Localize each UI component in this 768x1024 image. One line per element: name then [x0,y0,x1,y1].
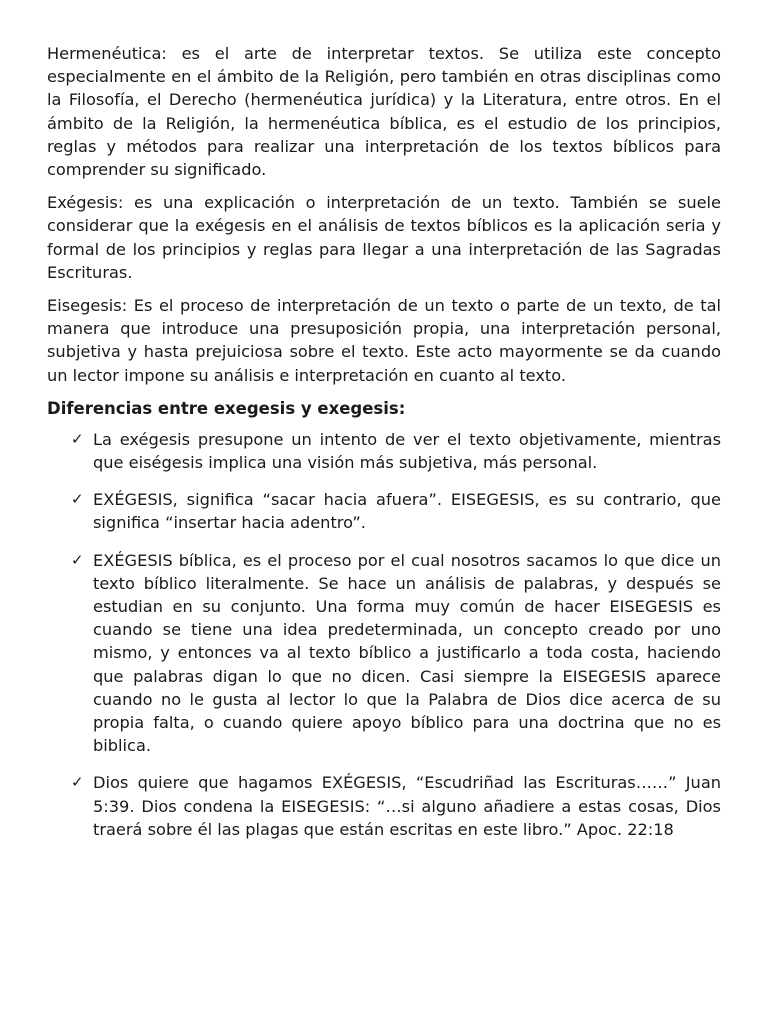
list-item [47,428,721,474]
list-item [47,488,721,534]
check-mark-icon: ✓ [71,550,84,569]
list-item [47,549,721,758]
paragraph-eisegesis: Eisegesis: Es el proceso de interpretación de un texto o parte de un texto, de tal manera que introduce una presuposición propia, una interpretación personal, subjetiva y hasta prejuiciosa sobre el texto. Este acto mayormente se da cuando un lector impone su análisis e interpretación en cuanto al texto. [47,296,721,385]
check-mark-icon: ✓ [71,773,84,792]
list-item-text: EXÉGESIS, significa “sacar hacia afuera”. EISEGESIS, es su contrario, que significa “insertar hacia adentro”. [93,490,721,533]
check-mark-icon: ✓ [71,429,84,448]
paragraph-hermeneutica: Hermenéutica: es el arte de interpretar textos. Se utiliza este concepto especialmente en el ámbito de la Religión, pero también en otras disciplinas como la Filosofía, el Derecho (hermenéutica jurídica) y la Literatura, entre otros. En el ámbito de la Religión, la hermenéutica bíblica, es el estudio de los principios, reglas y métodos para realizar una interpretación de los textos bíblicos para comprender su significado. [47,44,721,180]
list-item [47,771,721,841]
list-item-text: EXÉGESIS bíblica, es el proceso por el cual nosotros sacamos lo que dice un texto bíblico literalmente. Se hace un análisis de palabras, y después se estudian en su conjunto. Una forma muy común de hacer EISEGESIS es cuando se tiene una idea predeterminada, un concepto creado por uno mismo, y entonces va al texto bíblico a justificarlo a toda costa, haciendo que palabras digan lo que no dicen. Casi siempre la EISEGESIS aparece cuando no le gusta al lector lo que la Palabra de Dios dice acerca de su propia falta, o cuando quiere apoyo bíblico para una doctrina que no es biblica. [93,550,721,756]
document-page [47,42,721,855]
differences-list [47,428,721,841]
list-item-text: Dios quiere que hagamos EXÉGESIS, “Escudriñad las Escrituras……” Juan 5:39. Dios condena la EISEGESIS: “…si alguno añadiere a estas cosas, Dios traerá sobre él las plagas que están escritas en este libro.” Apoc. 22:18 [93,773,721,839]
list-item-text: La exégesis presupone un intento de ver el texto objetivamente, mientras que eiségesis implica una visión más subjetiva, más personal. [93,429,721,473]
check-mark-icon: ✓ [71,490,84,509]
section-heading: Diferencias entre exegesis y exegesis: [47,398,406,418]
paragraph-exegesis: Exégesis: es una explicación o interpretación de un texto. También se suele considerar que la exégesis en el análisis de textos bíblicos es la aplicación seria y formal de los principios y reglas para llegar a una interpretación de las Sagradas Escrituras. [47,193,721,282]
